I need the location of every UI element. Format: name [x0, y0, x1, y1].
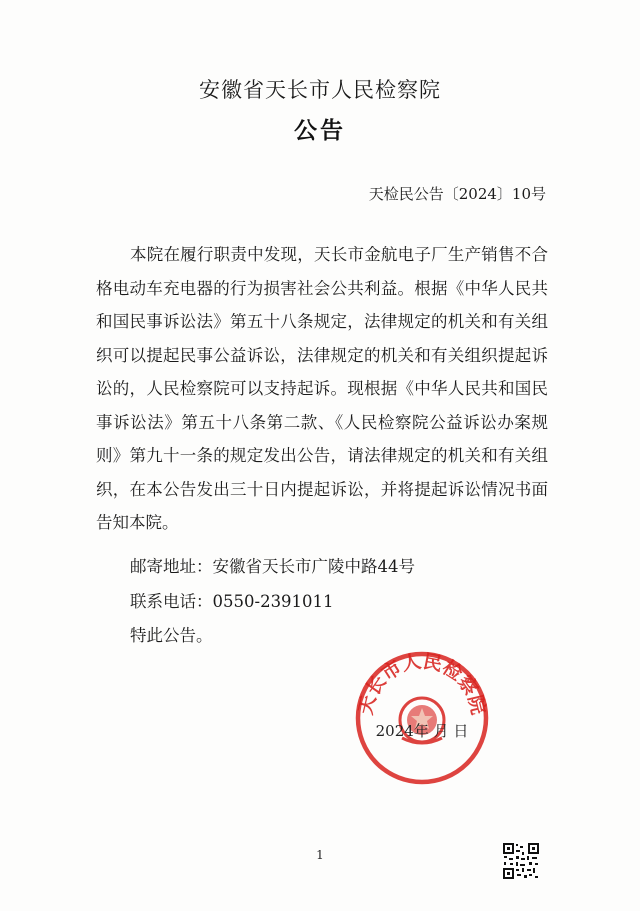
- body-paragraph: 本院在履行职责中发现，天长市金航电子厂生产销售不合格电动车充电器的行为损害社会公共利益。根据《中华人民共和国民事诉讼法》第五十八条规定，法律规定的机关和有关组织可以提起民事公益诉讼，法律规定的机关和有关组织提起诉讼的，人民检察院可以支持起诉。现根据《中华人民共和国民事诉讼法》第五十八条第二款、《人民检察院公益诉讼办案规则》第九十一条的规定发出公告，请法律规定的机关和有关组织，在本公告发出三十日内提起诉讼，并将提起诉讼情况书面告知本院。: [96, 245, 548, 532]
- document-number: 天检民公告〔2024〕10号: [368, 185, 546, 203]
- official-seal-icon: [352, 648, 492, 788]
- qr-code-icon: [502, 842, 540, 880]
- announcement-title: 公告: [294, 117, 346, 144]
- closing-statement: 特此公告。: [130, 626, 213, 645]
- svg-text:天长市人民检察院: 天长市人民检察院: [354, 650, 490, 717]
- issue-date: 2024年 月 日: [375, 722, 469, 740]
- page-number: 1: [316, 848, 324, 862]
- organization-title: 安徽省天长市人民检察院: [199, 78, 441, 102]
- contact-phone: 联系电话：0550-2391011: [130, 592, 334, 611]
- mailing-address: 邮寄地址：安徽省天长市广陵中路44号: [130, 557, 415, 576]
